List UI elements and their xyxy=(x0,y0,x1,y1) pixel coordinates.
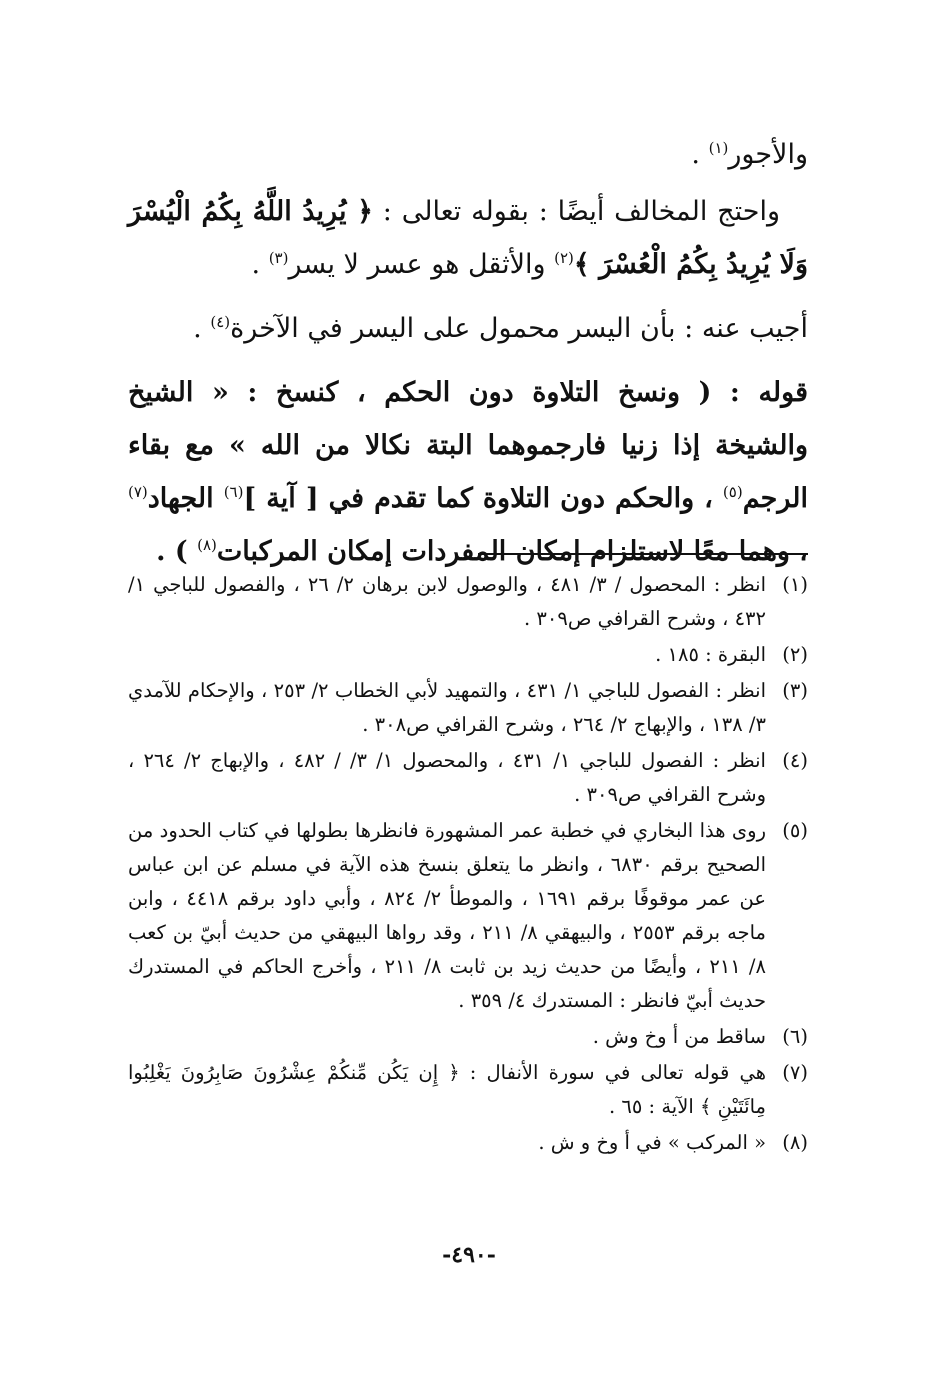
paragraph-4-text: قوله : ( ونسخ التلاوة دون الحكم ، كنسخ : « الشيخ والشيخة إذا زنيا فارجموهما البتة نكالا من الله » مع بقاء الرجم xyxy=(128,377,808,514)
paragraph-3 xyxy=(128,302,808,355)
footnote-text: البقرة : ١٨٥ . xyxy=(655,643,766,666)
paragraph-4-part-b: ، والحكم دون التلاوة كما تقدم في [ آية ] xyxy=(243,483,723,514)
footnote-text: انظر : الفصول للباجي ١/ ٤٣١ ، والتمهيد لأبي الخطاب ٢/ ٢٥٣ ، والإحكام للآمدي ٣/ ١٣٨ ، والإبهاج ٢/ ٢٦٤ ، وشرح القرافي ص٣٠٨ . xyxy=(128,679,767,736)
footnote-number: (١) xyxy=(782,573,808,596)
paragraph-4-part-d: ، وهما معًا لاستلزام إمكان المفردات إمكان المركبات xyxy=(216,536,808,567)
footnote-text: هي قوله تعالى في سورة الأنفال : ﴿ إِن يَكُن مِّنكُمْ عِشْرُونَ صَابِرُونَ يَغْلِبُوا مِائَتَيْنِ ﴾ الآية : ٦٥ . xyxy=(128,1061,766,1118)
paragraph-4-end: ) . xyxy=(156,536,198,567)
paragraph-4 xyxy=(128,366,808,578)
footnote-ref-1: (١) xyxy=(708,139,729,157)
footnote-2 xyxy=(128,638,808,672)
footnote-1 xyxy=(128,568,808,636)
footnote-4 xyxy=(128,744,808,812)
footnotes-section xyxy=(128,568,808,1162)
paragraph-2-end: . xyxy=(251,249,269,280)
paragraph-4-part-c: الجهاد xyxy=(147,483,224,514)
footnote-number: (٧) xyxy=(782,1061,808,1084)
paragraph-1 xyxy=(128,128,808,181)
paragraph-3-text: أجيب عنه : بأن اليسر محمول على اليسر في الآخرة xyxy=(230,313,808,344)
footnote-number: (٨) xyxy=(782,1131,808,1154)
footnote-5 xyxy=(128,814,808,1018)
footnote-6 xyxy=(128,1020,808,1054)
footnote-number: (٢) xyxy=(782,643,808,666)
paragraph-2-text: واحتج المخالف أيضًا : بقوله تعالى : xyxy=(372,196,780,227)
footnote-7 xyxy=(128,1056,808,1124)
footnote-number: (٦) xyxy=(782,1025,808,1048)
footnote-divider xyxy=(478,553,808,555)
main-text xyxy=(128,128,808,589)
paragraph-1-text: والأجور xyxy=(728,139,808,170)
footnote-ref-8: (٨) xyxy=(197,536,217,554)
footnote-text: ساقط من أ وخ وش . xyxy=(592,1025,766,1048)
paragraph-2-continuation: والأثقل هو عسر لا يسر xyxy=(288,249,555,280)
footnote-ref-7: (٧) xyxy=(128,483,148,501)
footnote-ref-4: (٤) xyxy=(210,313,231,331)
footnote-ref-5: (٥) xyxy=(722,483,743,501)
footnote-8 xyxy=(128,1126,808,1160)
page-number: -٤٩٠- xyxy=(442,1242,496,1268)
footnote-ref-3: (٣) xyxy=(268,249,289,267)
paragraph-2 xyxy=(128,185,808,291)
footnote-number: (٥) xyxy=(782,819,808,842)
footnote-ref-2: (٢) xyxy=(554,249,574,267)
paragraph-1-end: . xyxy=(691,139,709,170)
footnote-text: انظر : الفصول للباجي ١/ ٤٣١ ، والمحصول ١/ ٣/ / ٤٨٢ ، والإبهاج ٢/ ٢٦٤ ، وشرح القرافي ص٣٠٩ . xyxy=(128,749,766,806)
footnote-text: « المركب » في أ وخ و ش . xyxy=(538,1131,766,1154)
footnote-number: (٤) xyxy=(782,749,808,772)
footnote-3 xyxy=(128,674,808,742)
paragraph-3-end: . xyxy=(193,313,211,344)
footnote-number: (٣) xyxy=(782,679,808,702)
footnote-text: روى هذا البخاري في خطبة عمر المشهورة فانظرها بطولها في كتاب الحدود من الصحيح برقم ٦٨٣٠ ، وانظر ما يتعلق بنسخ هذه الآية في مسلم عن ابن عباس عن عمر موقوفًا برقم ١٦٩١ ، والموطأ ٢/ ٨٢٤ ، وأبي داود برقم ٤٤١٨ ، وابن ماجه برقم ٢٥٥٣ ، والبيهقي ٨/ ٢١١ ، وقد رواها البيهقي من حديث أبيّ بن كعب ٨/ ٢١١ ، وأيضًا من حديث زيد بن ثابت ٨/ ٢١١ ، وأخرج الحاكم في المستدرك حديث أبيّ فانظر : المستدرك ٤/ ٣٥٩ . xyxy=(128,819,767,1012)
footnote-ref-6: (٦) xyxy=(223,483,244,501)
quran-verse: ﴿ يُرِيدُ اللَّهُ بِكُمُ الْيُسْرَ وَلَا يُرِيدُ بِكُمُ الْعُسْرَ ﴾ xyxy=(128,196,808,280)
footnote-text: انظر : المحصول / ٣/ ٤٨١ ، والوصول لابن برهان ٢/ ٢٦ ، والفصول للباجي ١/ ٤٣٢ ، وشرح القرافي ص٣٠٩ . xyxy=(128,573,766,630)
